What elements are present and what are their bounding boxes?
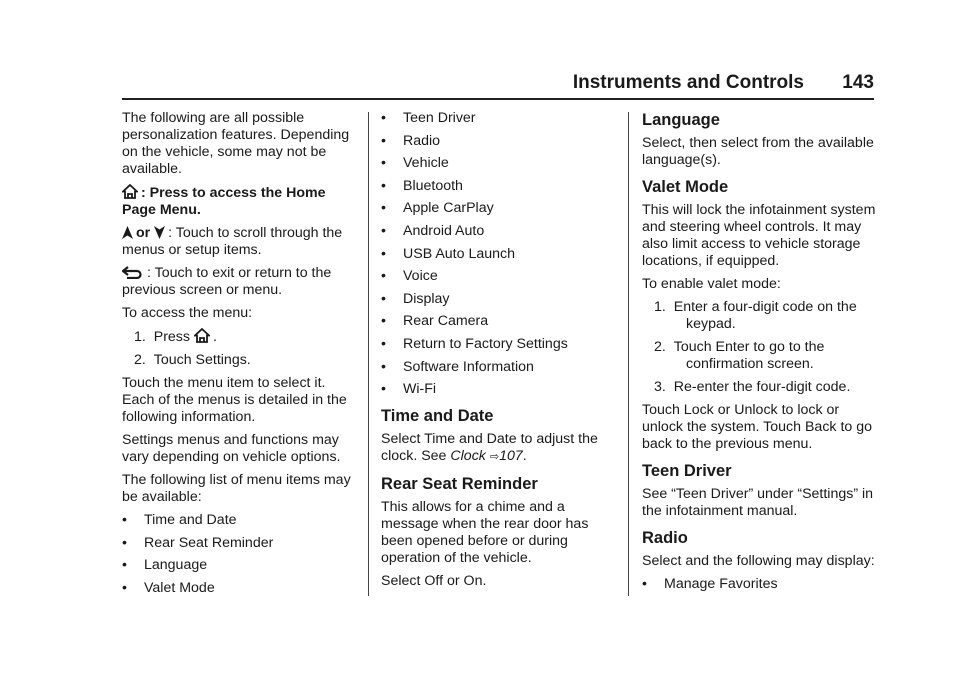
back-desc-text: : Touch to exit or return to the previous screen or menu. <box>122 265 332 298</box>
bullet: • <box>381 155 386 172</box>
bullet: • <box>381 268 386 285</box>
rear-seat-select: Select Off or On. <box>381 573 487 590</box>
bullet: • <box>381 222 386 239</box>
list-item: • Rear Camera <box>381 313 489 330</box>
step-text: Press <box>153 329 190 345</box>
bullet: • <box>381 335 386 352</box>
bullet: • <box>381 177 386 194</box>
bullet: • <box>381 358 386 375</box>
column-1 <box>122 110 354 602</box>
teen-driver-heading: Teen Driver <box>642 462 732 480</box>
bullet: • <box>642 576 647 592</box>
step-number: 3. <box>654 379 666 395</box>
step-number: 2. <box>134 352 146 368</box>
list-item: • Return to Factory Settings <box>381 335 568 352</box>
access-step-1 <box>128 328 354 346</box>
list-item: • Rear Seat Reminder <box>122 534 274 551</box>
list-item: • USB Auto Launch <box>381 245 516 262</box>
clock-page-ref[interactable]: 107 <box>499 448 523 465</box>
list-item: • Vehicle <box>381 155 449 172</box>
header-divider <box>122 98 874 100</box>
menu-items-list-1 <box>122 512 354 597</box>
scroll-or: or <box>136 225 151 241</box>
vary-paragraph: Settings menus and functions may vary depending on vehicle options. <box>122 432 341 465</box>
access-intro: To access the menu: <box>122 305 253 321</box>
clock-link[interactable]: Clock <box>450 448 486 465</box>
bullet: • <box>381 381 386 398</box>
list-item: • Software Information <box>381 358 534 375</box>
list-item: • Manage Favorites <box>642 576 778 592</box>
step-number: 1. <box>134 329 146 345</box>
back-arrow-icon <box>122 266 144 279</box>
language-text: Select, then select from the available language(s). <box>642 135 874 168</box>
column-divider-1 <box>368 112 369 596</box>
bullet: • <box>381 110 386 126</box>
access-step-2 <box>128 352 354 369</box>
valet-step-1 <box>648 299 878 333</box>
list-item: • Time and Date <box>122 512 237 528</box>
step-text: Enter a four-digit code on the keypad. <box>673 299 857 332</box>
valet-step-3 <box>648 379 878 396</box>
step-number: 2. <box>654 339 666 355</box>
time-and-date-text: Select Time and Date to adjust the clock. See Clock ⇨107. <box>381 431 598 465</box>
rear-seat-reminder-heading: Rear Seat Reminder <box>381 475 538 494</box>
bullet: • <box>381 313 386 330</box>
column-divider-2 <box>628 112 629 596</box>
valet-step-2 <box>648 339 878 373</box>
list-intro: The following list of menu items may be available: <box>122 472 351 505</box>
step-text: Touch Enter to go to the confirmation screen. <box>673 339 825 372</box>
step-text: Re-enter the four-digit code. <box>673 379 851 395</box>
menu-items-list-2 <box>381 110 609 398</box>
bullet: • <box>122 579 127 596</box>
page-ref-arrow-icon: ⇨ <box>489 451 500 464</box>
time-and-date-heading: Time and Date <box>381 407 494 426</box>
bullet: • <box>381 200 386 217</box>
language-heading: Language <box>642 111 720 129</box>
list-item: • Android Auto <box>381 222 485 239</box>
list-item: • Display <box>381 290 450 307</box>
column-2 <box>381 110 609 596</box>
bullet: • <box>381 132 386 149</box>
rear-seat-reminder-text: This allows for a chime and a message when the rear door has been opened before or during operation of the vehicle. <box>381 499 589 567</box>
radio-text: Select and the following may display: <box>642 553 875 569</box>
column-3 <box>642 110 878 599</box>
section-title: Instruments and Controls <box>572 72 804 93</box>
valet-enable-intro: To enable valet mode: <box>642 276 781 292</box>
back-description <box>122 265 354 299</box>
list-item: • Voice <box>381 268 438 285</box>
step-end: . <box>212 329 217 345</box>
home-icon <box>122 184 138 199</box>
lock-unlock-text: Touch Lock or Unlock to lock or unlock the system. Touch Back to go back to the previous menu. <box>642 402 873 452</box>
bullet: • <box>381 290 386 307</box>
list-item: • Radio <box>381 132 441 149</box>
valet-mode-text: This will lock the infotainment system and steering wheel controls. It may also limit access to vehicle storage locations, if equipped. <box>642 202 876 269</box>
list-item: • Bluetooth <box>381 177 463 194</box>
home-description <box>122 184 354 219</box>
step-number: 1. <box>654 299 666 315</box>
bullet: • <box>122 557 127 574</box>
list-item: • Wi-Fi <box>381 381 437 398</box>
list-item: • Apple CarPlay <box>381 200 494 217</box>
list-item: • Language <box>122 557 208 574</box>
bullet: • <box>122 512 127 528</box>
radio-heading: Radio <box>642 529 688 547</box>
teen-driver-text: See “Teen Driver” under “Settings” in the infotainment manual. <box>642 486 874 519</box>
radio-items-list <box>642 576 878 593</box>
page-header <box>122 70 874 102</box>
bullet: • <box>381 245 386 262</box>
home-icon <box>194 328 210 343</box>
home-desc-text: : Press to access the Home Page Menu. <box>122 185 326 218</box>
arrow-down-icon <box>154 226 165 239</box>
bullet: • <box>122 534 127 551</box>
arrow-up-icon <box>122 226 133 239</box>
step-text: Touch Settings. <box>153 352 251 368</box>
page-number: 143 <box>842 72 874 93</box>
scroll-description <box>122 225 354 259</box>
list-item: • Teen Driver <box>381 110 476 126</box>
scroll-desc-text: : Touch to scroll through the menus or setup items. <box>122 225 343 258</box>
touch-menu-paragraph: Touch the menu item to select it. Each of the menus is detailed in the following information. <box>122 375 347 425</box>
valet-mode-heading: Valet Mode <box>642 178 729 196</box>
list-item: • Valet Mode <box>122 579 215 596</box>
intro-paragraph: The following are all possible personalization features. Depending on the vehicle, some may not be available. <box>122 110 350 177</box>
